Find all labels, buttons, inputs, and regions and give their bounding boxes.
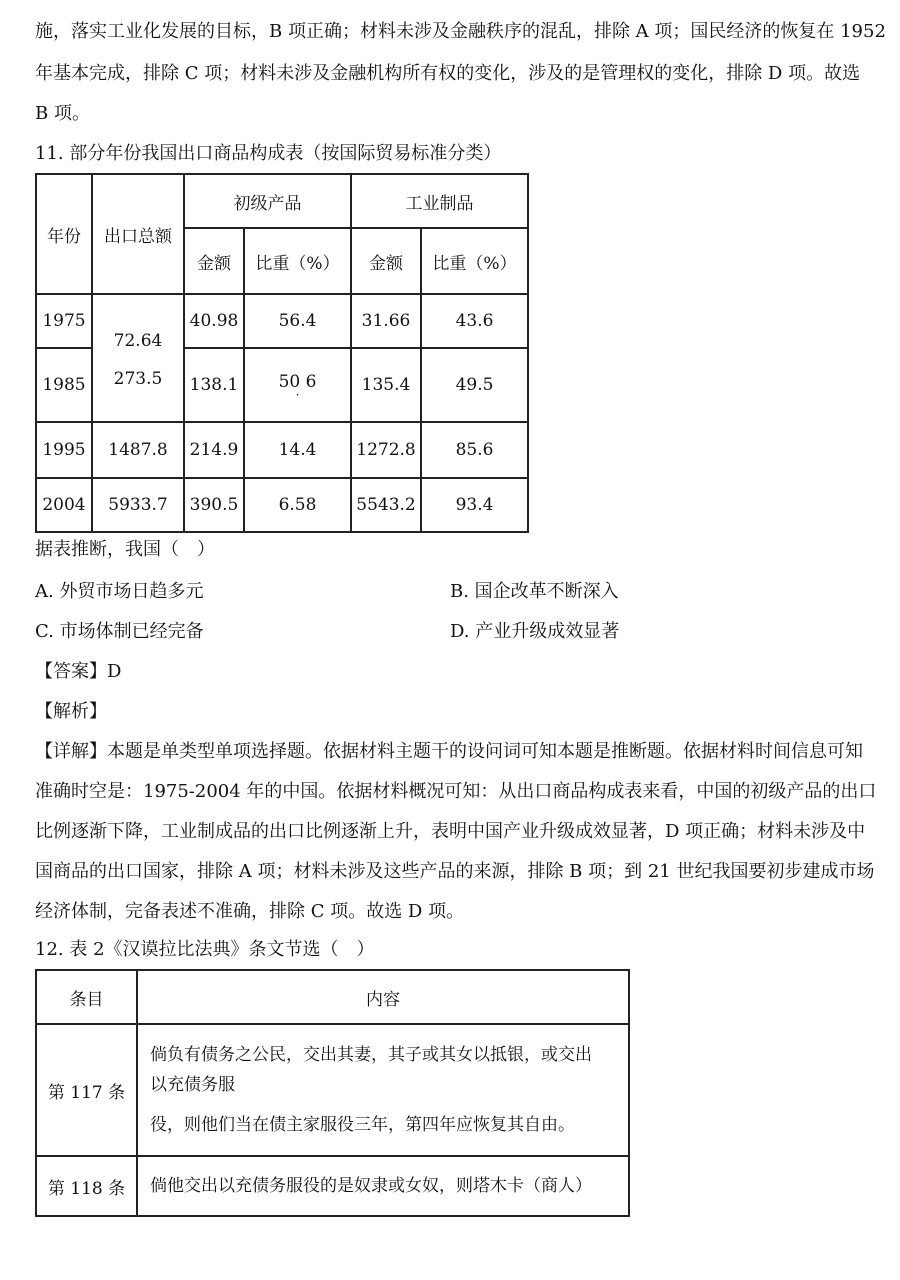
cell-primary-share: 6.58 (244, 478, 351, 532)
cell-ind-share: 49.5 (421, 348, 528, 422)
hammurabi-code-table (35, 969, 630, 1217)
prev-explanation-line: 施，落实工业化发展的目标，B 项正确；材料未涉及金融秩序的混乱，排除 A 项；国民经济的恢复在 1952 (35, 21, 886, 42)
analysis-label: 【解析】 (35, 701, 107, 722)
option-c: C. 市场体制已经完备 (35, 621, 204, 642)
table-row (36, 1156, 629, 1216)
content-line: 倘负有债务之公民，交出其妻，其子或其女以抵银，或交出 (150, 1045, 592, 1065)
table-row (36, 478, 528, 532)
header-item: 条目 (36, 970, 137, 1024)
q11-title: 11. 部分年份我国出口商品构成表（按国际贸易标准分类） (35, 143, 502, 164)
cell-ind-amount: 135.4 (351, 348, 421, 422)
option-b: B. 国企改革不断深入 (450, 581, 619, 602)
detail-line: 【详解】本题是单类型单项选择题。依据材料主题干的设问词可知本题是推断题。依据材料时间信息可知 (35, 741, 863, 762)
header-total: 出口总额 (92, 174, 184, 294)
cell-primary-amount: 138.1 (184, 348, 244, 422)
cell-primary-share: 50 6 (278, 372, 317, 392)
cell-total-value: 273.5 (113, 369, 163, 389)
detail-line: 比例逐渐下降，工业制成品的出口比例逐渐上升，表明中国产业升级成效显著，D 项正确；材料未涉及中 (35, 821, 866, 842)
header-primary-share: 比重（%） (244, 228, 351, 294)
cell-total: 1487.8 (92, 422, 184, 478)
export-composition-table (35, 173, 529, 533)
prev-explanation-line: B 项。 (35, 103, 90, 124)
q12-title: 12. 表 2《汉谟拉比法典》条文节选（ ） (35, 939, 375, 960)
cell-item: 第 118 条 (36, 1156, 137, 1216)
cell-primary-share: 14.4 (244, 422, 351, 478)
detail-line: 经济体制，完备表述不准确，排除 C 项。故选 D 项。 (35, 901, 465, 922)
header-primary-amount: 金额 (184, 228, 244, 294)
cell-primary-share: 56.4 (244, 294, 351, 348)
cell-content (137, 1156, 629, 1216)
option-d: D. 产业升级成效显著 (450, 621, 620, 642)
detail-line: 准确时空是：1975-2004 年的中国。依据材料概况可知：从出口商品构成表来看，中国的初级产品的出口 (35, 781, 877, 802)
cell-total-value: 72.64 (113, 331, 163, 351)
cell-ind-share: 93.4 (421, 478, 528, 532)
table-row (36, 294, 528, 348)
cell-ind-amount: 5543.2 (351, 478, 421, 532)
answer-label: 【答案】D (35, 661, 122, 682)
cell-item: 第 117 条 (36, 1024, 137, 1156)
header-content: 内容 (137, 970, 629, 1024)
option-a: A. 外贸市场日趋多元 (35, 581, 204, 602)
header-year: 年份 (36, 174, 92, 294)
cell-ind-share: 43.6 (421, 294, 528, 348)
prev-explanation-line: 年基本完成，排除 C 项；材料未涉及金融机构所有权的变化，涉及的是管理权的变化，排除 D 项。故选 (35, 63, 861, 84)
header-ind-amount: 金额 (351, 228, 421, 294)
q11-stem: 据表推断，我国（ ） (35, 539, 215, 560)
table-row (36, 1024, 629, 1156)
detail-line: 国商品的出口国家，排除 A 项；材料未涉及这些产品的来源，排除 B 项；到 21 世纪我国要初步建成市场 (35, 861, 875, 882)
stray-dot: · (295, 388, 300, 402)
content-line: 倘他交出以充债务服役的是奴隶或女奴，则塔木卡（商人） (150, 1176, 592, 1196)
cell-content (137, 1024, 629, 1156)
content-line: 役，则他们当在债主家服役三年，第四年应恢复其自由。 (150, 1115, 575, 1135)
cell-primary-share-wrap (244, 348, 351, 422)
cell-primary-amount: 214.9 (184, 422, 244, 478)
cell-ind-amount: 1272.8 (351, 422, 421, 478)
cell-ind-share: 85.6 (421, 422, 528, 478)
cell-total-merged (92, 294, 184, 422)
cell-year: 1975 (36, 294, 92, 348)
cell-primary-amount: 40.98 (184, 294, 244, 348)
table-row (36, 422, 528, 478)
cell-primary-amount: 390.5 (184, 478, 244, 532)
cell-year: 1995 (36, 422, 92, 478)
cell-year: 1985 (36, 348, 92, 422)
header-primary: 初级产品 (184, 174, 351, 228)
content-line: 以充债务服 (150, 1075, 235, 1095)
cell-ind-amount: 31.66 (351, 294, 421, 348)
cell-year: 2004 (36, 478, 92, 532)
header-industrial: 工业制品 (351, 174, 528, 228)
cell-total: 5933.7 (92, 478, 184, 532)
header-ind-share: 比重（%） (421, 228, 528, 294)
